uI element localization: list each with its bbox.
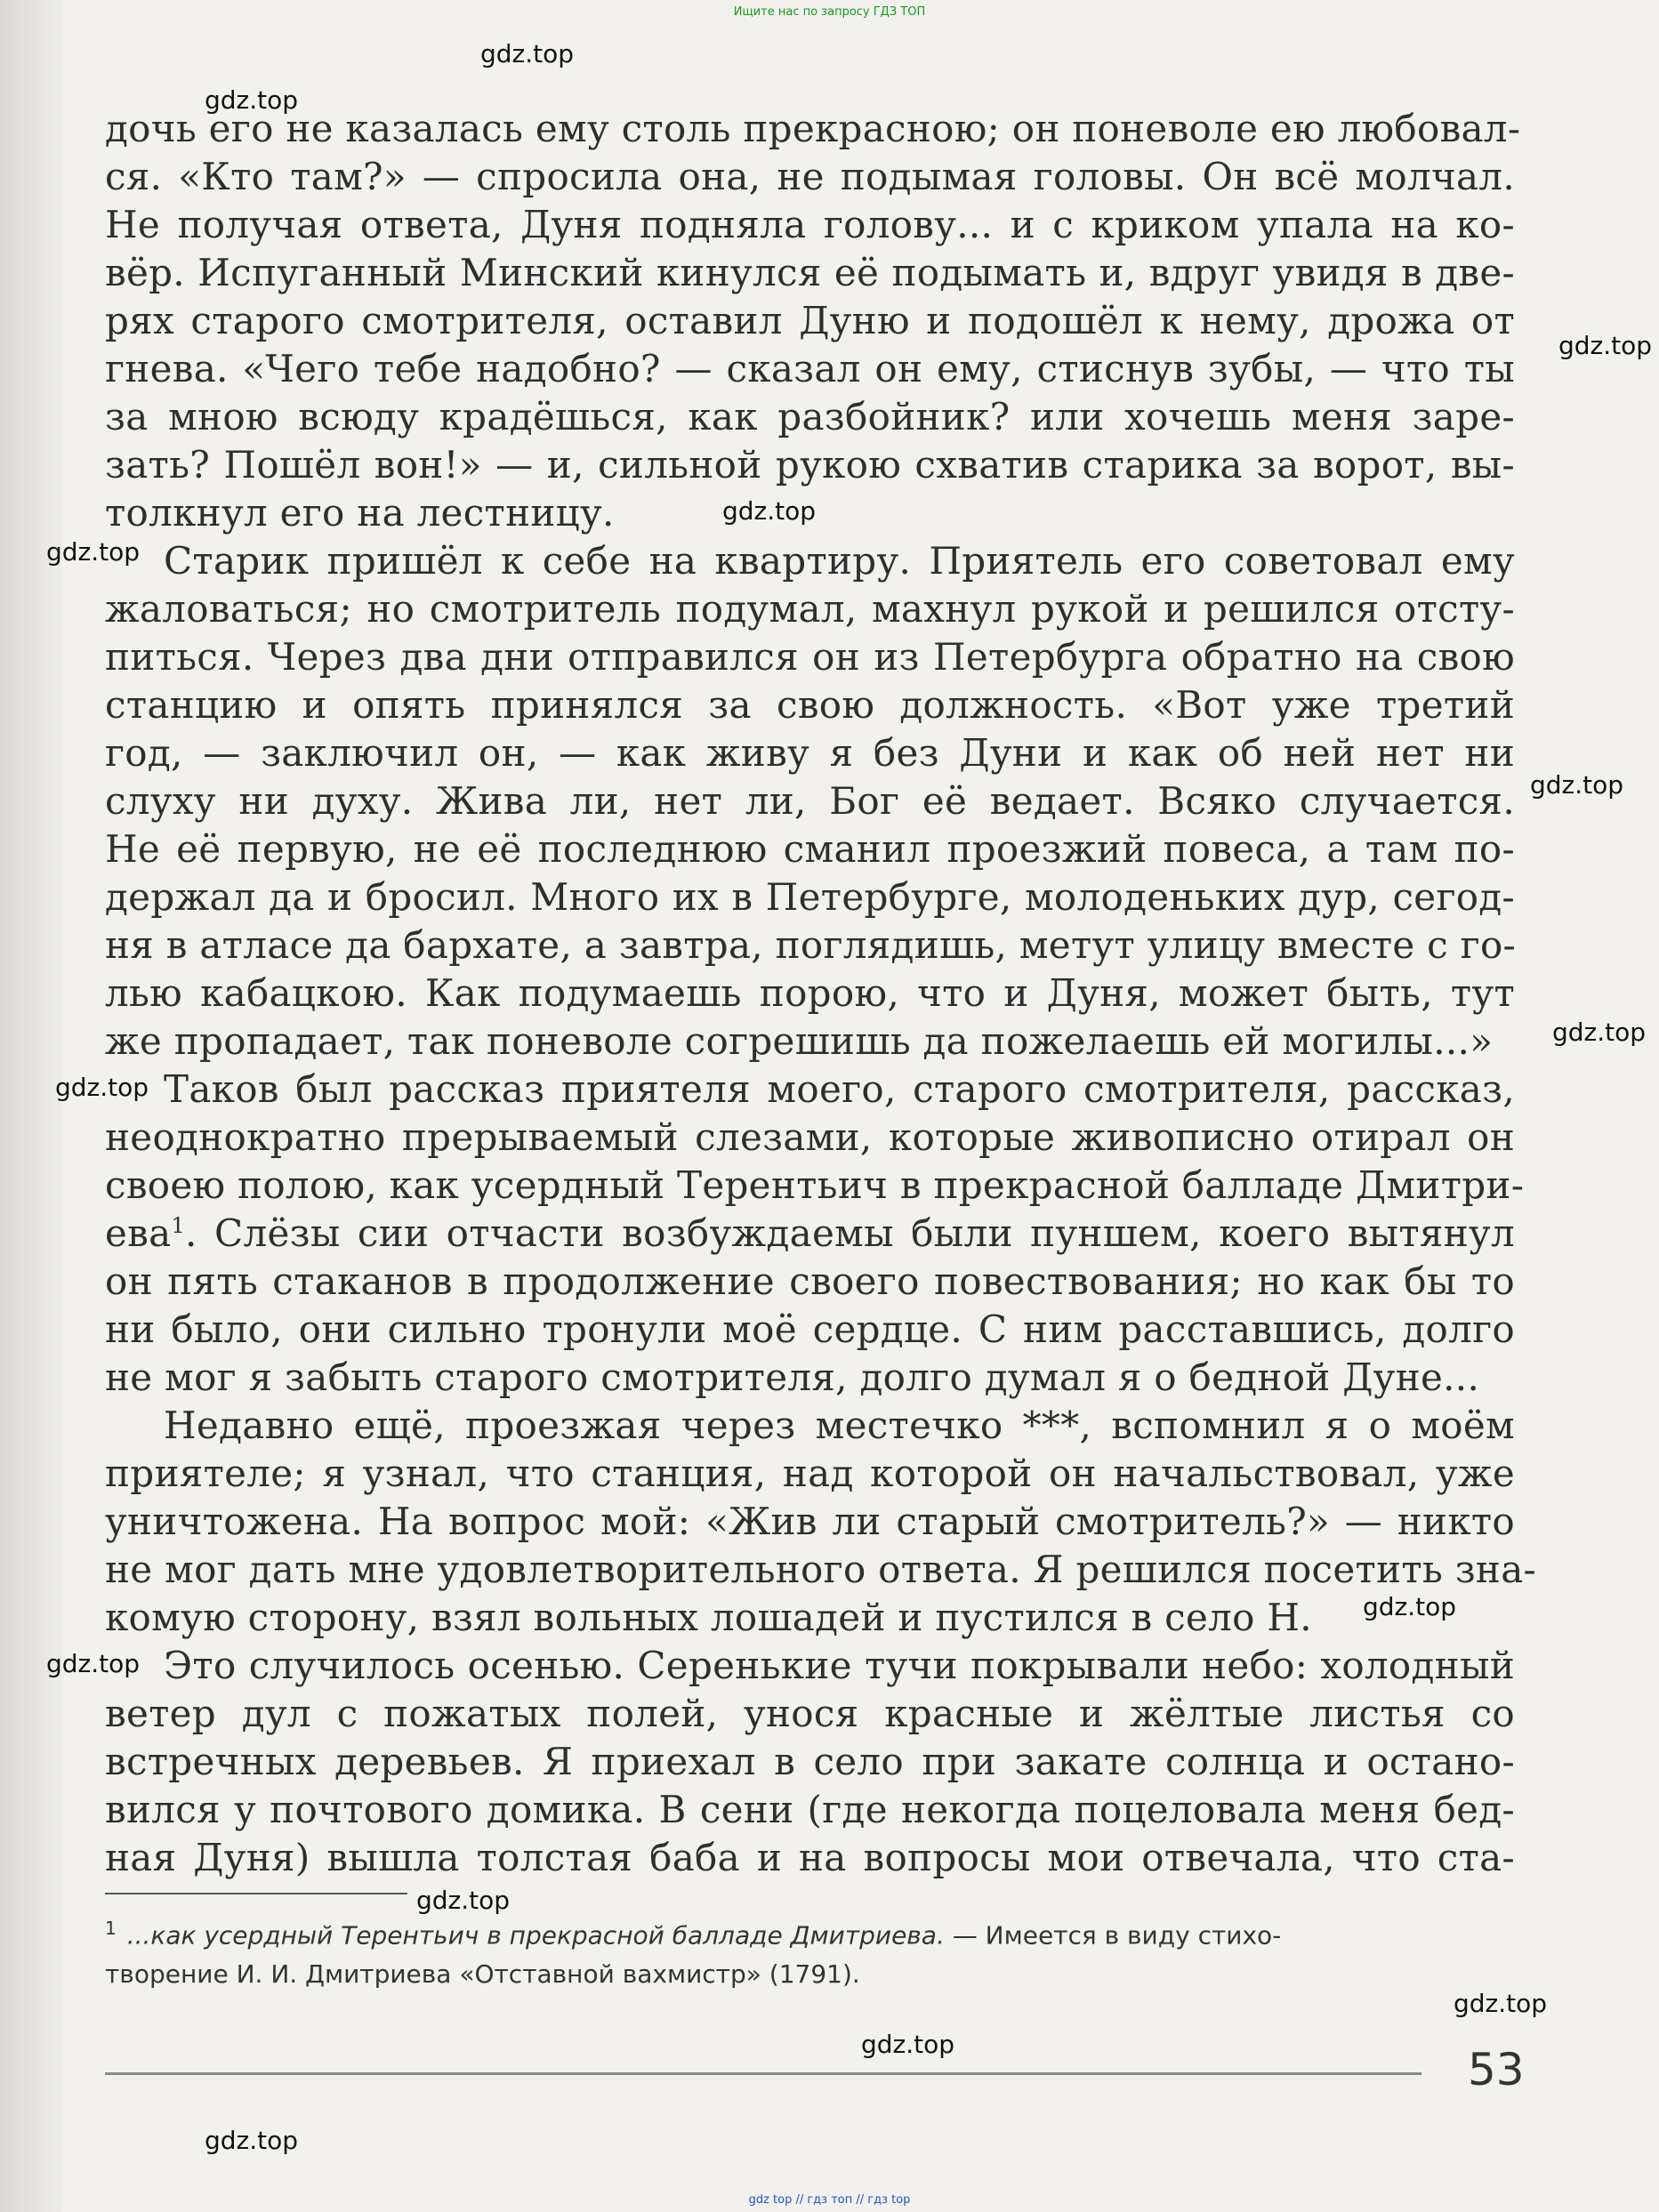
- footnote-text: — Имеется в виду стихо-: [944, 1920, 1282, 1951]
- footnote-quote: ...как усердный Терентьич в прекрасной балладе Дмитриева.: [126, 1920, 945, 1951]
- text-line: жаловаться; но смотритель подумал, махнул рукой и решился отсту-: [105, 587, 1515, 631]
- text-line: ная Дуня) вышла толстая баба и на вопросы мои отвечала, что ста-: [105, 1836, 1515, 1879]
- watermark: gdz.top: [1558, 331, 1653, 360]
- text-fragment: . Слёзы сии отчасти возбуждаемы были пуншем, коего вытянул: [185, 1211, 1515, 1255]
- text-line: Недавно ещё, проезжая через местечко ***, вспомнил я о моём: [164, 1404, 1515, 1447]
- site-note-bottom[interactable]: gdz top // гдз топ // гдз top: [748, 2193, 911, 2207]
- text-line: лью кабацкою. Как подумаешь порою, что и Дуня, может быть, тут: [105, 971, 1515, 1015]
- text-line: толкнул его на лестницу.: [105, 491, 615, 535]
- text-line: рях старого смотрителя, оставил Дуню и подошёл к нему, дрожа от: [105, 299, 1515, 342]
- text-line: вился у почтового домика. В сени (где некогда поцеловала меня бед-: [105, 1788, 1515, 1831]
- text-line: уничтожена. На вопрос мой: «Жив ли старый смотритель?» — никто: [105, 1500, 1515, 1543]
- footnote-line: творение И. И. Дмитриева «Отставной вахмистр» (1791).: [105, 1959, 860, 1990]
- text-line: комую сторону, взял вольных лошадей и пустился в село Н.: [105, 1596, 1312, 1639]
- watermark: gdz.top: [46, 537, 141, 567]
- text-line: своею полою, как усердный Терентьич в прекрасной балладе Дмитри-: [105, 1163, 1525, 1207]
- text-line: слуху ни духу. Жива ли, нет ли, Бог её ведает. Всяко случается.: [105, 779, 1515, 823]
- text-fragment: ева: [105, 1211, 172, 1255]
- text-line: Таков был рассказ приятеля моего, старого смотрителя, рассказ,: [164, 1067, 1515, 1111]
- text-line: ся. «Кто там?» — спросила она, не подымая головы. Он всё молчал.: [105, 155, 1515, 198]
- text-line: Не её первую, не её последнюю сманил проезжий повеса, а там по-: [105, 827, 1515, 871]
- text-line: он пять стаканов в продолжение своего повествования; но как бы то: [105, 1259, 1515, 1303]
- watermark: gdz.top: [416, 1886, 511, 1915]
- watermark: gdz.top: [722, 496, 817, 526]
- footnote-divider: [105, 1893, 407, 1894]
- text-line: зать? Пошёл вон!» — и, сильной рукою схватив старика за ворот, вы-: [105, 443, 1515, 487]
- text-line: станцию и опять принялся за свою должность. «Вот уже третий: [105, 683, 1515, 727]
- text-line: не мог я забыть старого смотрителя, долго думал я о бедной Дуне...: [105, 1355, 1480, 1399]
- watermark: gdz.top: [861, 2030, 955, 2059]
- text-line: неоднократно прерываемый слезами, которые живописно отирал он: [105, 1115, 1515, 1159]
- page-spine-shadow: [0, 0, 62, 2212]
- watermark: gdz.top: [1454, 1989, 1548, 2018]
- text-line: ветер дул с пожатых полей, унося красные и жёлтые листья со: [105, 1692, 1515, 1735]
- text-line: встречных деревьев. Я приехал в село при закате солнца и остано-: [105, 1740, 1515, 1783]
- watermark: gdz.top: [1552, 1018, 1647, 1047]
- footnote-line: [105, 1909, 1515, 1955]
- watermark: gdz.top: [205, 85, 299, 115]
- text-line: ня в атласе да бархате, а завтра, поглядишь, метут улицу вместе с го-: [105, 923, 1517, 967]
- text-line: Это случилось осенью. Серенькие тучи покрывали небо: холодный: [164, 1644, 1515, 1687]
- watermark: gdz.top: [55, 1073, 149, 1102]
- footnote: [105, 1909, 1515, 1994]
- bottom-rule: [105, 2072, 1421, 2075]
- text-line: гнева. «Чего тебе надобно? — сказал он ему, стиснув зубы, — что ты: [105, 347, 1515, 390]
- text-line: приятеле; я узнал, что станция, над которой он начальствовал, уже: [105, 1452, 1515, 1495]
- text-line: же пропадает, так поневоле согрешишь да пожелаешь ей могилы...»: [105, 1019, 1494, 1063]
- watermark: gdz.top: [205, 2126, 299, 2155]
- watermark: gdz.top: [1363, 1592, 1457, 1621]
- site-note-top[interactable]: Ищите нас по запросу ГДЗ ТОП: [733, 5, 926, 19]
- text-line-with-footnote-ref: [105, 1210, 1515, 1258]
- page-number: 53: [1468, 2044, 1525, 2095]
- text-line: дочь его не казалась ему столь прекрасною; он поневоле ею любовал-: [105, 107, 1521, 150]
- text-line: за мною всюду крадёшься, как разбойник? или хочешь меня заре-: [105, 395, 1515, 438]
- text-line: ни было, они сильно тронули моё сердце. С ним расставшись, долго: [105, 1307, 1515, 1351]
- watermark: gdz.top: [1530, 770, 1624, 800]
- watermark: gdz.top: [480, 39, 575, 68]
- text-line: питься. Через два дни отправился он из Петербурга обратно на свою: [105, 635, 1515, 679]
- watermark: gdz.top: [46, 1649, 141, 1678]
- body-text: [105, 105, 1537, 1882]
- text-line: Не получая ответа, Дуня подняла голову... и с криком упала на ко-: [105, 203, 1515, 246]
- footnote-ref[interactable]: 1: [171, 1213, 186, 1238]
- text-line: не мог дать мне удовлетворительного ответа. Я решился посетить зна-: [105, 1548, 1537, 1591]
- footnote-number: 1: [105, 1918, 117, 1939]
- text-line: Старик пришёл к себе на квартиру. Приятель его советовал ему: [164, 539, 1515, 583]
- text-line: вёр. Испуганный Минский кинулся её подымать и, вдруг увидя в две-: [105, 251, 1515, 294]
- text-line: год, — заключил он, — как живу я без Дуни и как об ней нет ни: [105, 731, 1515, 775]
- text-line: держал да и бросил. Много их в Петербурге, молоденьких дур, сегод-: [105, 875, 1515, 919]
